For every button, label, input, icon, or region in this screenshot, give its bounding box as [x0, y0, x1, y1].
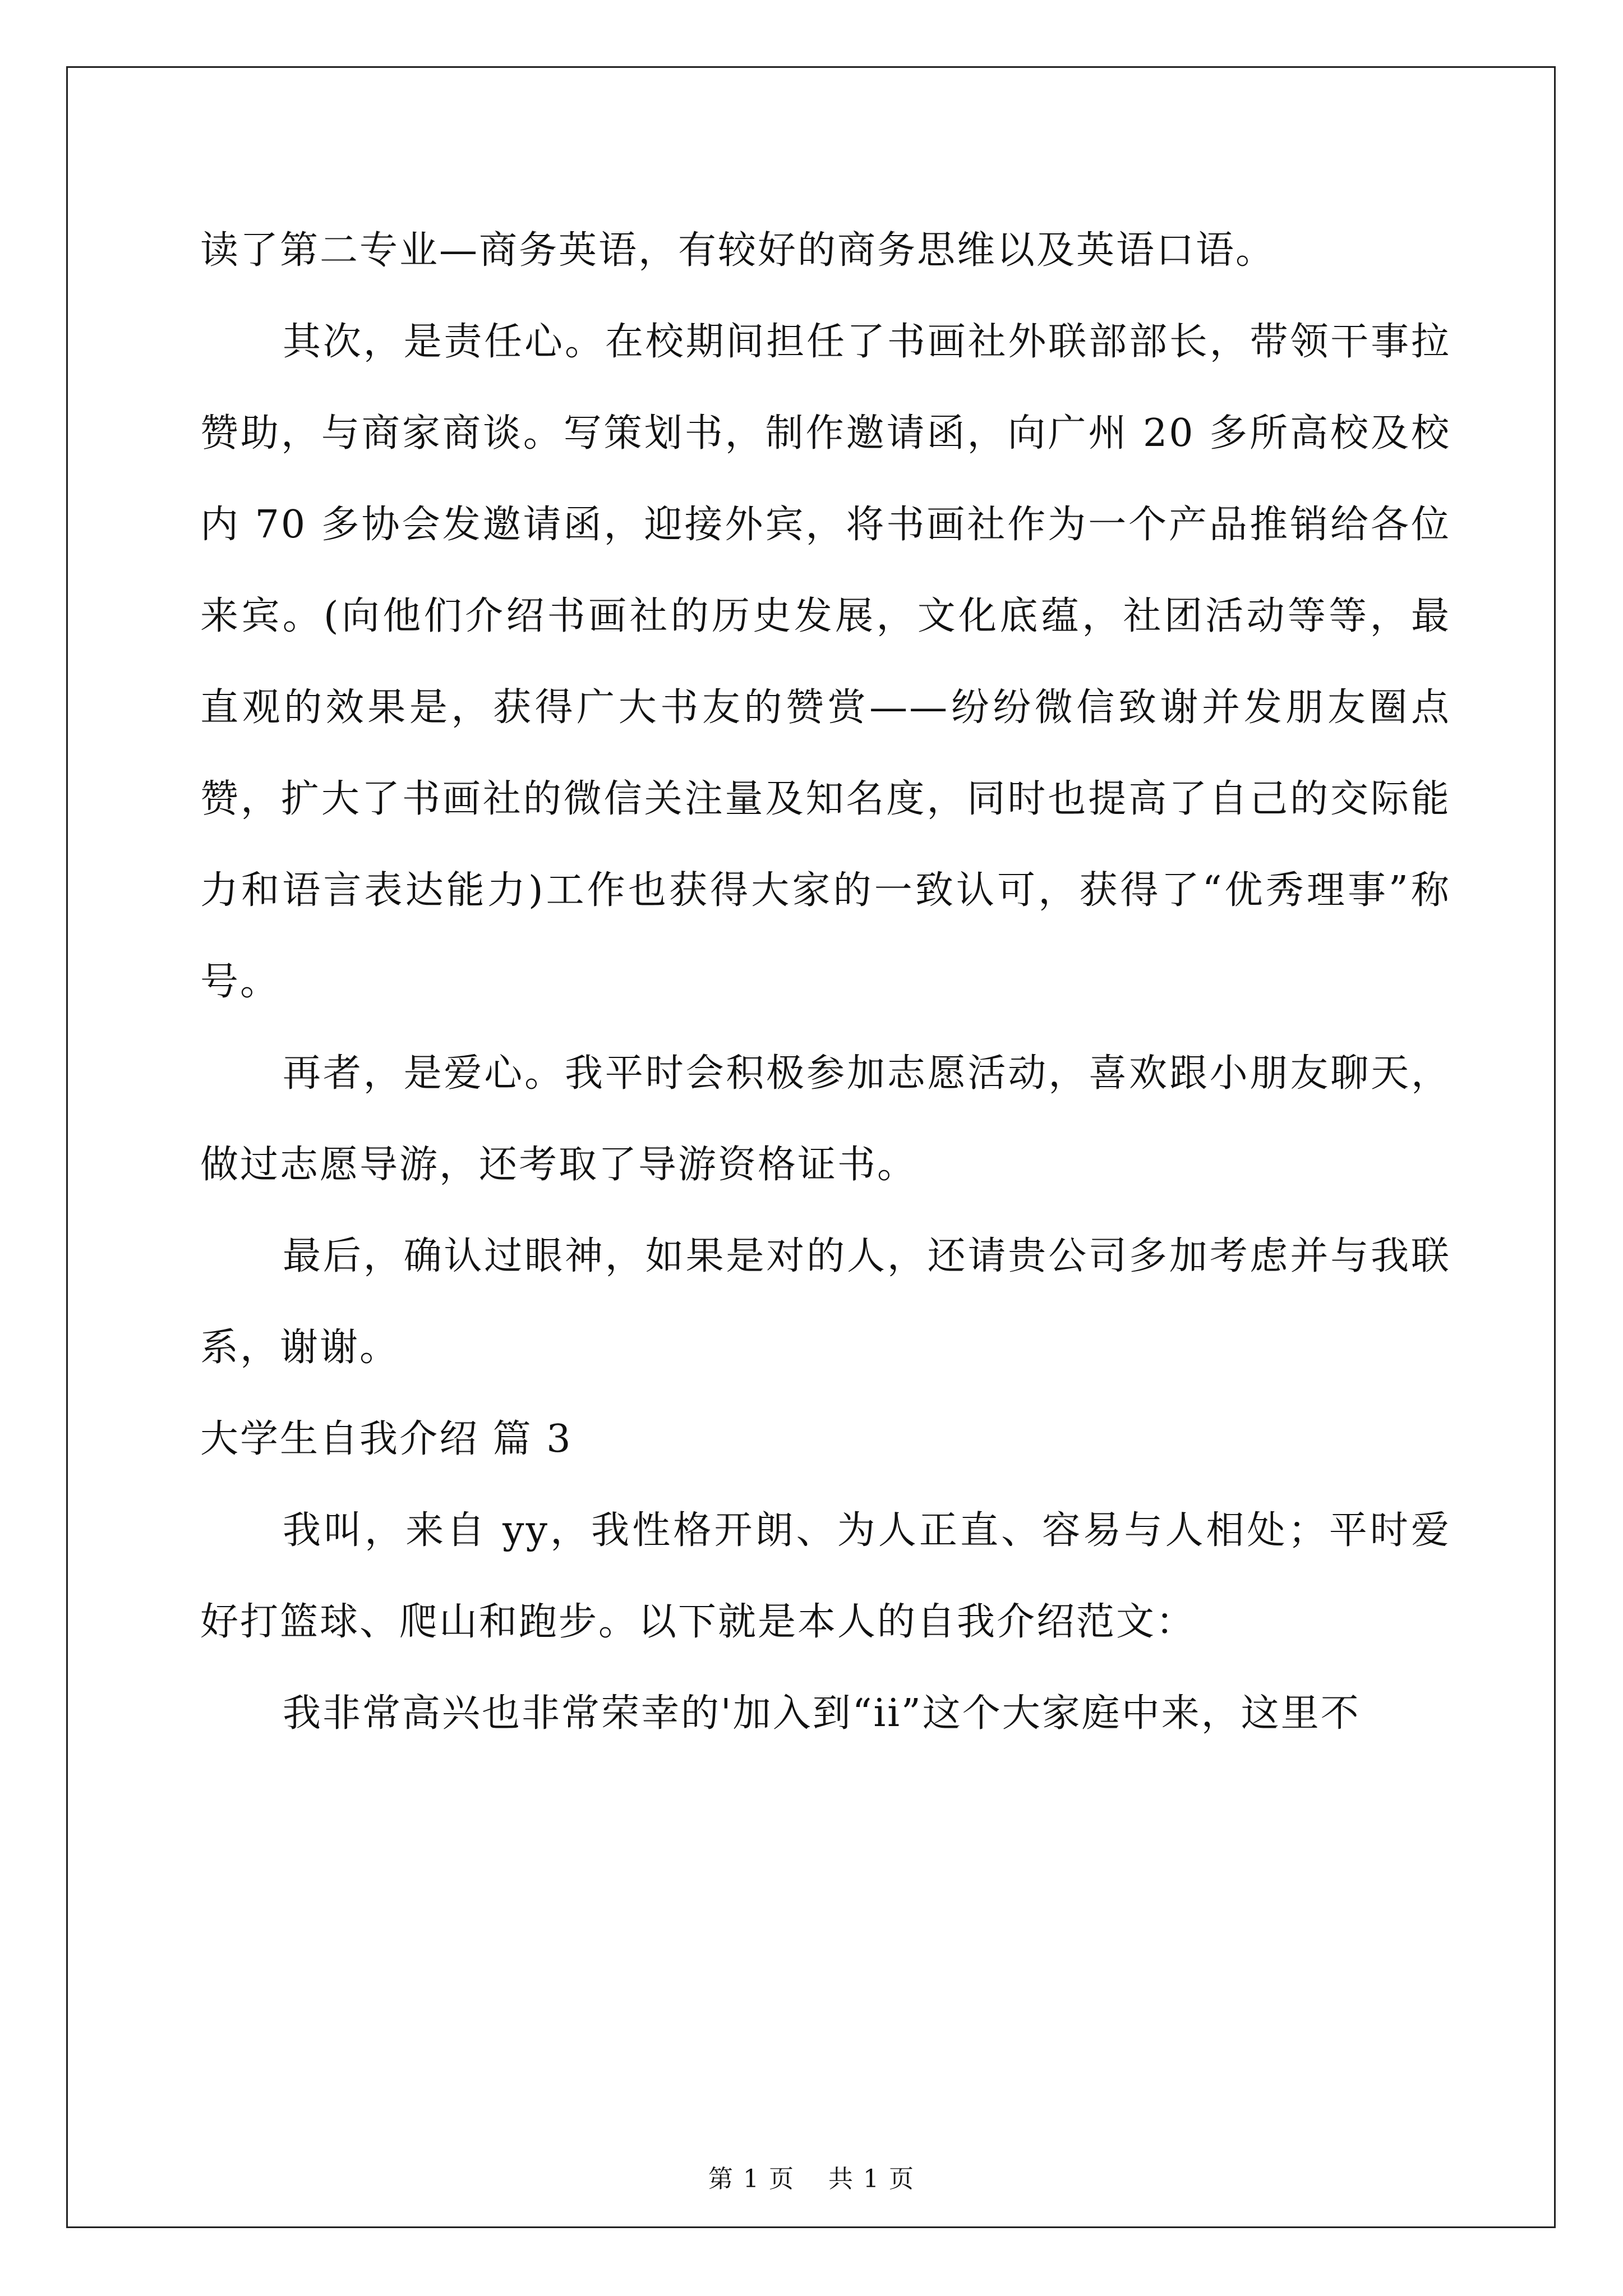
document-body: [200, 205, 1451, 1759]
paragraph-responsibility: 其次，是责任心。在校期间担任了书画社外联部部长，带领干事拉赞助，与商家商谈。写策划书，制作邀请函，向广州 20 多所高校及校内 70 多协会发邀请函，迎接外宾，将书画社作为一个产品推销给各位来宾。(向他们介绍书画社的历史发展，文化底蕴，社团活动等等，最直观的效果是，获得广大书友的赞赏——纷纷微信致谢并发朋友圈点赞，扩大了书画社的微信关注量及知名度，同时也提高了自己的交际能力和语言表达能力)工作也获得大家的一致认可，获得了“优秀理事”称号。: [200, 320, 1451, 1004]
page-footer: [0, 2159, 1623, 2194]
section-heading: 大学生自我介绍 篇 3: [200, 1417, 573, 1461]
paragraph-continuation: 读了第二专业—商务英语，有较好的商务思维以及英语口语。: [200, 228, 1276, 273]
paragraph-kindness: 再者，是爱心。我平时会积极参加志愿活动，喜欢跟小朋友聊天，做过志愿导游，还考取了导游资格证书。: [200, 1051, 1451, 1187]
paragraph-joining: 我非常高兴也非常荣幸的'加入到“ii”这个大家庭中来，这里不: [283, 1691, 1361, 1736]
paragraph-closing: 最后，确认过眼神，如果是对的人，还请贵公司多加考虑并与我联系，谢谢。: [200, 1234, 1451, 1370]
page-number-total: 共 1 页: [828, 2165, 915, 2193]
page-number-current: 第 1 页: [708, 2165, 795, 2193]
paragraph-intro: 我叫，来自 yy，我性格开朗、为人正直、容易与人相处；平时爱好打篮球、爬山和跑步。以下就是本人的自我介绍范文：: [200, 1508, 1451, 1644]
